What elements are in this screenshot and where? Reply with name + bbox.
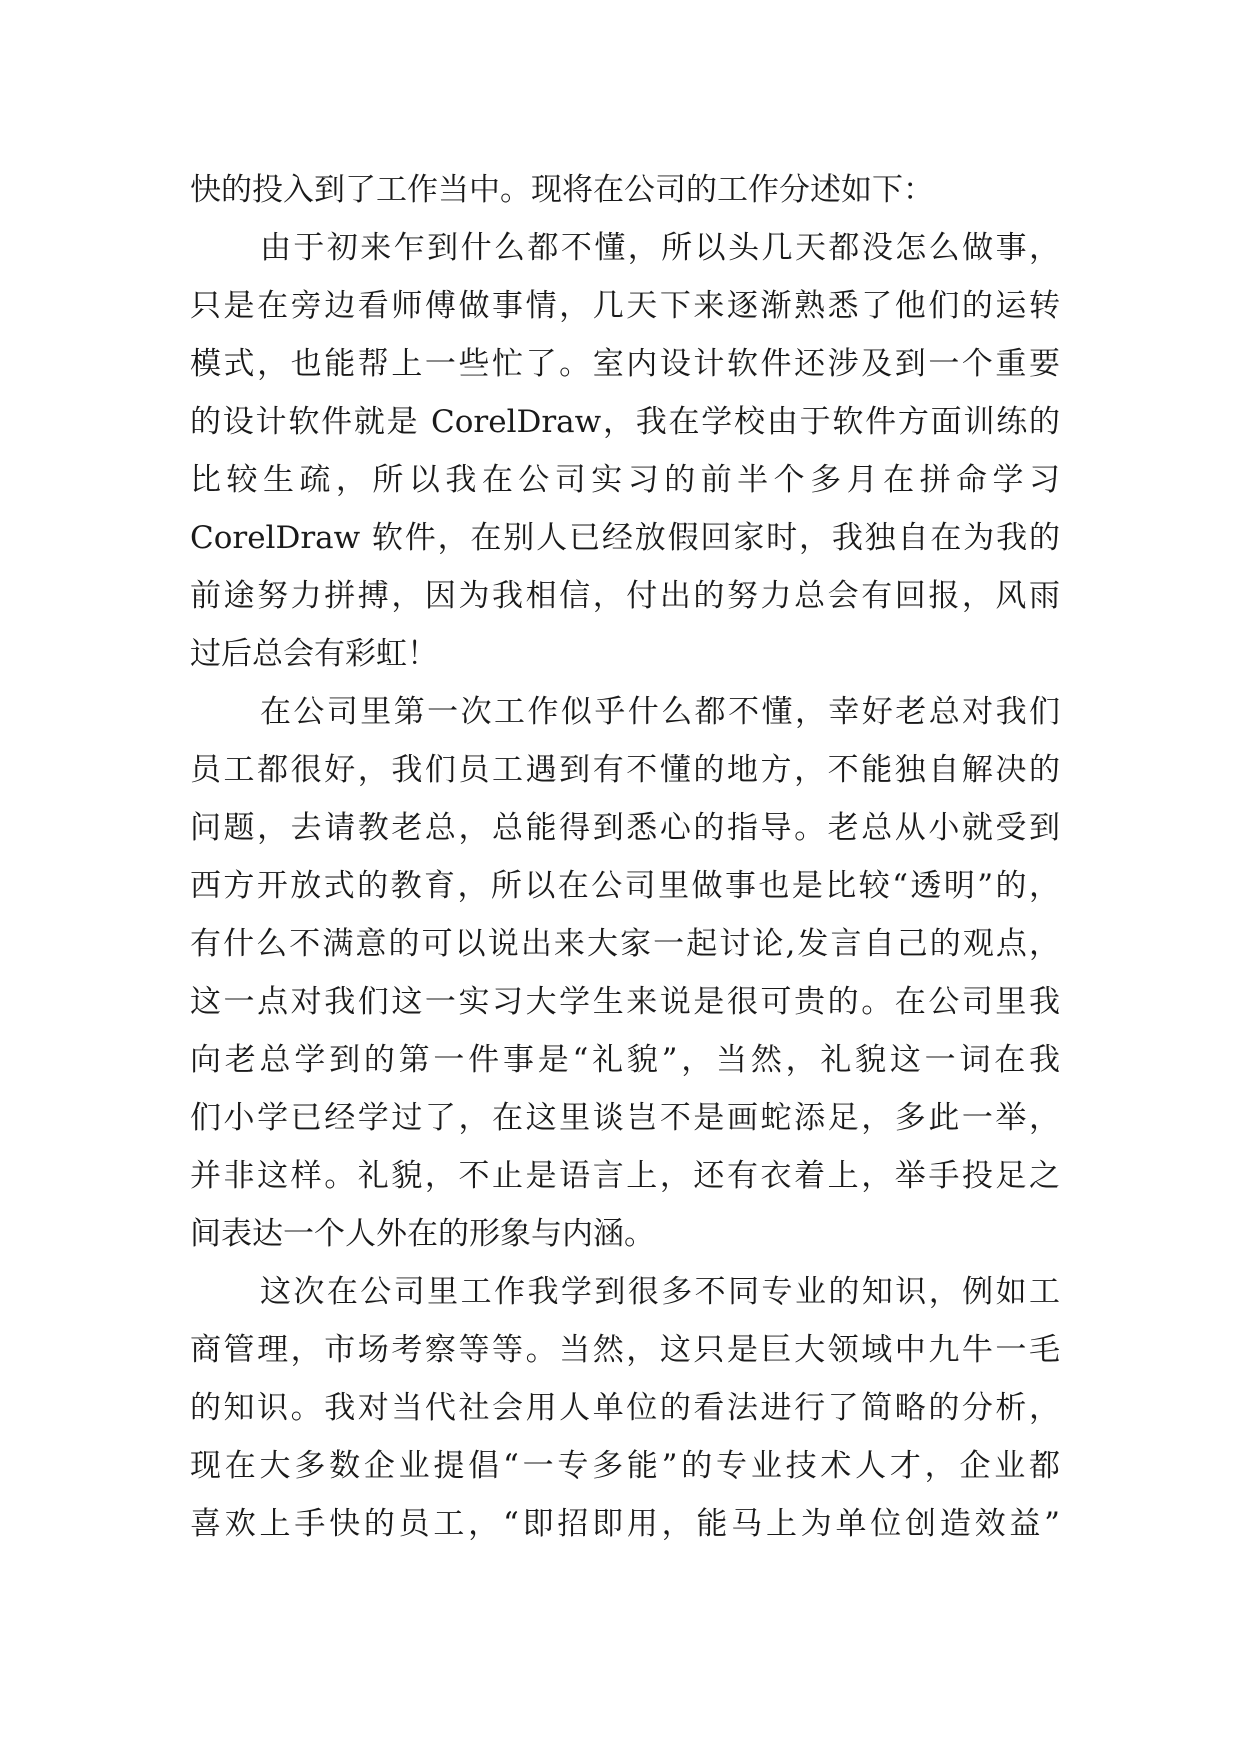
text-line: 快的投入到了工作当中。现将在公司的工作分述如下： [190,172,934,208]
text-line: 问题，去请教老总，总能得到悉心的指导。老总从小就受到 [190,810,1060,846]
paragraph-first-line: 由于初来乍到什么都不懂，所以头几天都没怎么做事， [260,230,1060,266]
text-line: 向老总学到的第一件事是“礼貌”，当然，礼貌这一词在我 [190,1042,1060,1078]
text-line: CorelDraw 软件，在别人已经放假回家时，我独自在为我的 [190,520,1060,556]
text-line: 商管理，市场考察等等。当然，这只是巨大领域中九牛一毛 [190,1332,1060,1368]
text-line: 员工都很好，我们员工遇到有不懂的地方，不能独自解决的 [190,752,1060,788]
text-line: 比较生疏，所以我在公司实习的前半个多月在拼命学习 [190,462,1060,498]
text-line: 并非这样。礼貌，不止是语言上，还有衣着上，举手投足之 [190,1158,1060,1194]
text-line: 只是在旁边看师傅做事情，几天下来逐渐熟悉了他们的运转 [190,288,1060,324]
text-line: 西方开放式的教育，所以在公司里做事也是比较“透明”的， [190,868,1060,904]
text-line: 喜欢上手快的员工，“即招即用，能马上为单位创造效益” [190,1506,1060,1542]
text-line: 的知识。我对当代社会用人单位的看法进行了简略的分析， [190,1390,1060,1426]
text-line: 们小学已经学过了，在这里谈岂不是画蛇添足，多此一举， [190,1100,1060,1136]
text-line: 间表达一个人外在的形象与内涵。 [190,1216,655,1252]
text-line: 现在大多数企业提倡“一专多能”的专业技术人才，企业都 [190,1448,1060,1484]
text-line: 的设计软件就是 CorelDraw，我在学校由于软件方面训练的 [190,404,1060,440]
text-line: 模式，也能帮上一些忙了。室内设计软件还涉及到一个重要 [190,346,1060,382]
text-line: 前途努力拼搏，因为我相信，付出的努力总会有回报，风雨 [190,578,1060,614]
text-line: 有什么不满意的可以说出来大家一起讨论,发言自己的观点， [190,926,1060,962]
text-line: 过后总会有彩虹！ [190,636,438,672]
text-line: 这一点对我们这一实习大学生来说是很可贵的。在公司里我 [190,984,1060,1020]
paragraph-first-line: 在公司里第一次工作似乎什么都不懂，幸好老总对我们 [260,694,1060,730]
paragraph-first-line: 这次在公司里工作我学到很多不同专业的知识，例如工 [260,1274,1060,1310]
